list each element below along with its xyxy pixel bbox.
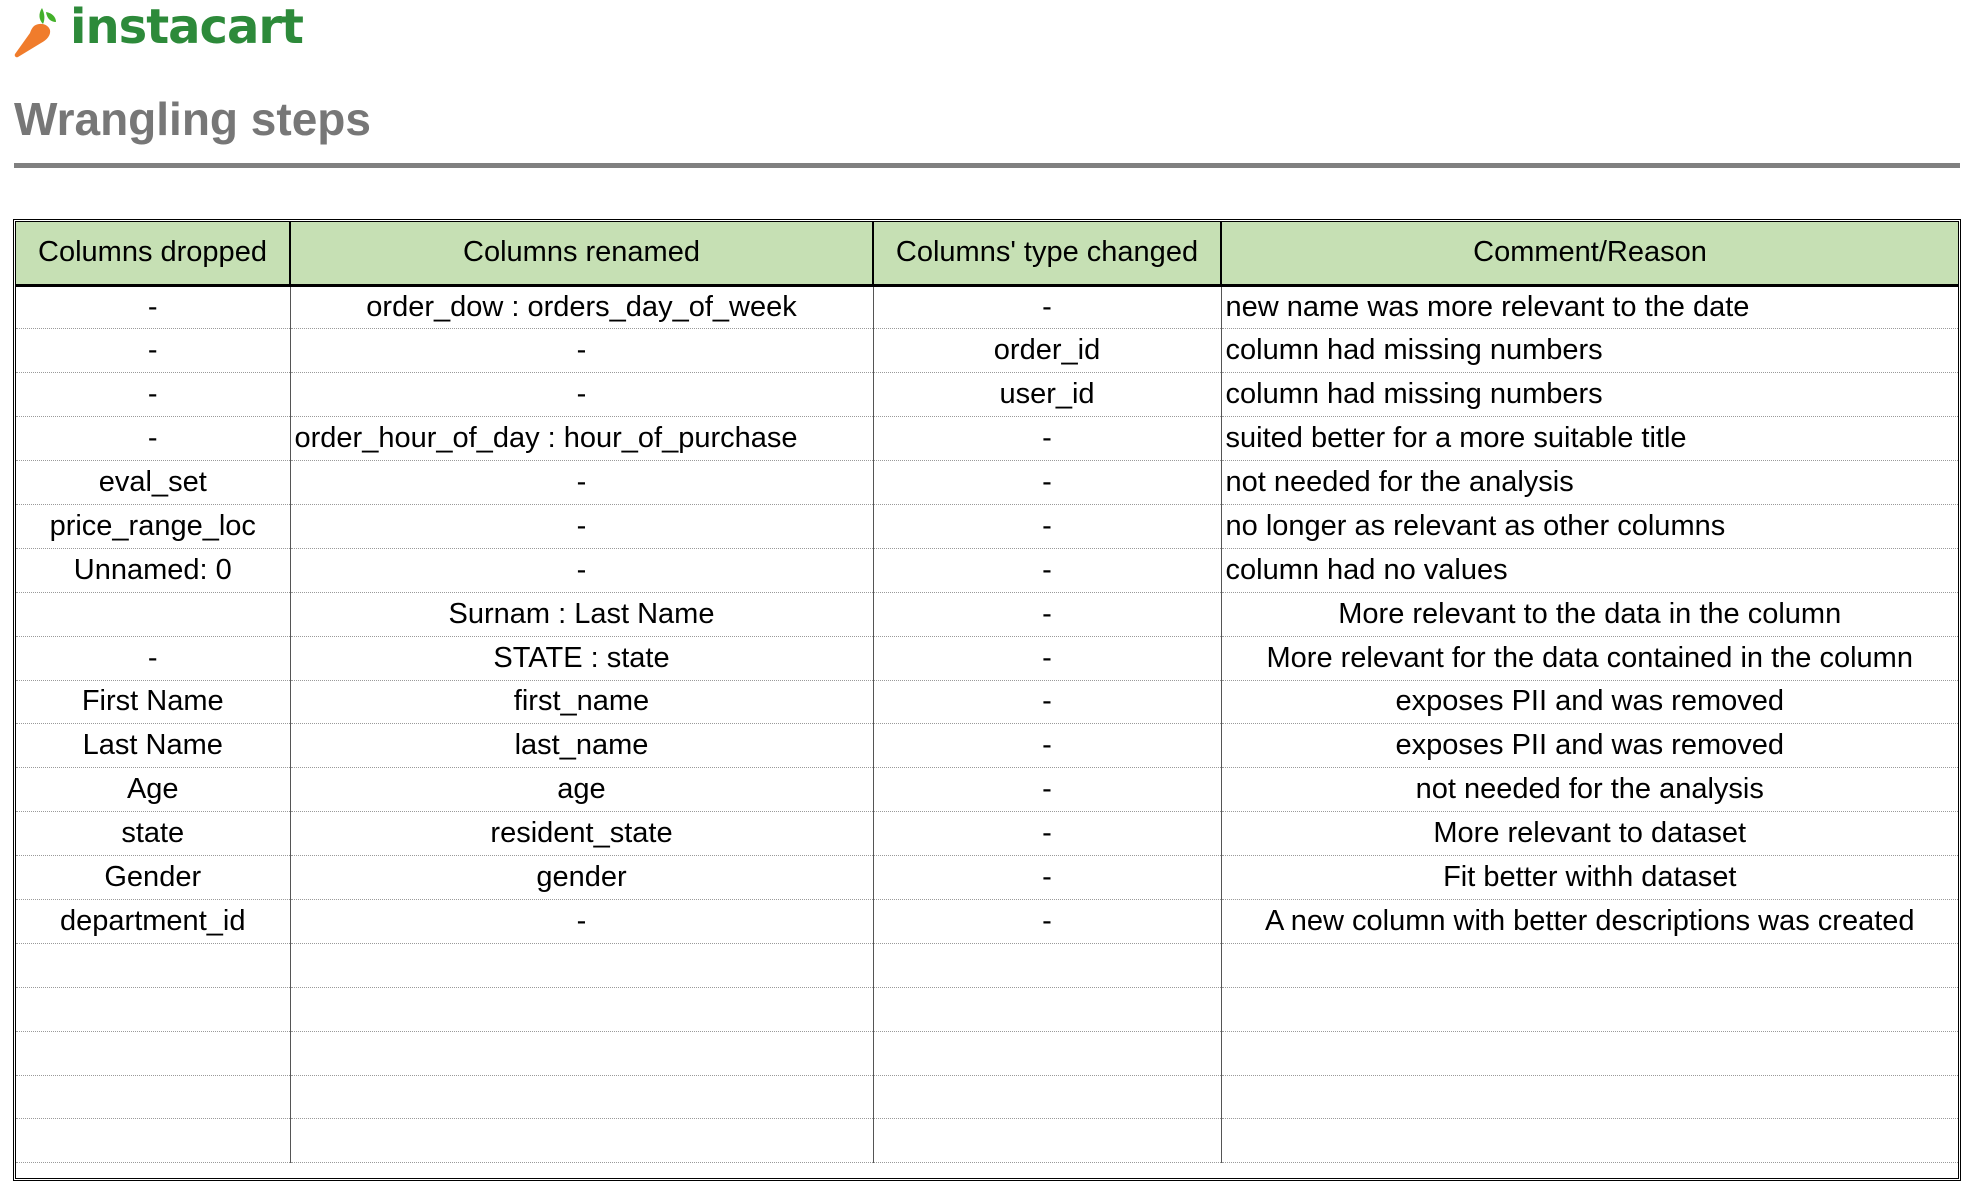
cell-columns-type-changed[interactable]: - bbox=[873, 812, 1221, 856]
cell-columns-renamed[interactable] bbox=[290, 1031, 873, 1075]
cell-columns-renamed[interactable]: order_hour_of_day : hour_of_purchase bbox=[290, 417, 873, 461]
cell-columns-renamed[interactable]: - bbox=[290, 329, 873, 373]
table-row bbox=[16, 592, 1958, 636]
cell-comment-reason[interactable]: column had missing numbers bbox=[1221, 373, 1958, 417]
cell-columns-type-changed[interactable]: order_id bbox=[873, 329, 1221, 373]
wrangling-table-frame bbox=[13, 219, 1961, 1181]
cell-comment-reason[interactable] bbox=[1221, 987, 1958, 1031]
cell-columns-dropped[interactable] bbox=[16, 1075, 290, 1119]
cell-comment-reason[interactable]: More relevant to dataset bbox=[1221, 812, 1958, 856]
cell-columns-dropped[interactable]: eval_set bbox=[16, 461, 290, 505]
cell-comment-reason[interactable]: More relevant to the data in the column bbox=[1221, 592, 1958, 636]
table-row bbox=[16, 504, 1958, 548]
cell-columns-dropped[interactable] bbox=[16, 943, 290, 987]
cell-comment-reason[interactable]: not needed for the analysis bbox=[1221, 768, 1958, 812]
cell-columns-renamed[interactable]: - bbox=[290, 373, 873, 417]
cell-comment-reason[interactable]: suited better for a more suitable title bbox=[1221, 417, 1958, 461]
cell-comment-reason[interactable] bbox=[1221, 1031, 1958, 1075]
table-row bbox=[16, 636, 1958, 680]
cell-comment-reason[interactable]: exposes PII and was removed bbox=[1221, 724, 1958, 768]
cell-columns-dropped[interactable]: - bbox=[16, 285, 290, 329]
table-row bbox=[16, 329, 1958, 373]
cell-columns-renamed[interactable]: - bbox=[290, 504, 873, 548]
cell-columns-dropped[interactable]: Unnamed: 0 bbox=[16, 548, 290, 592]
wrangling-steps-table bbox=[16, 222, 1958, 1163]
cell-columns-renamed[interactable]: resident_state bbox=[290, 812, 873, 856]
header-columns-dropped[interactable]: Columns dropped bbox=[16, 222, 290, 285]
cell-columns-type-changed[interactable]: - bbox=[873, 504, 1221, 548]
cell-comment-reason[interactable] bbox=[1221, 943, 1958, 987]
page-title: Wrangling steps bbox=[14, 93, 371, 145]
cell-columns-type-changed[interactable]: - bbox=[873, 461, 1221, 505]
cell-columns-type-changed[interactable]: - bbox=[873, 856, 1221, 900]
cell-columns-dropped[interactable]: Gender bbox=[16, 856, 290, 900]
cell-columns-type-changed[interactable]: - bbox=[873, 592, 1221, 636]
table-row bbox=[16, 724, 1958, 768]
cell-comment-reason[interactable]: exposes PII and was removed bbox=[1221, 680, 1958, 724]
cell-columns-renamed[interactable] bbox=[290, 987, 873, 1031]
cell-columns-renamed[interactable]: - bbox=[290, 461, 873, 505]
cell-columns-type-changed[interactable] bbox=[873, 943, 1221, 987]
cell-columns-dropped[interactable] bbox=[16, 1119, 290, 1163]
table-row bbox=[16, 987, 1958, 1031]
cell-columns-type-changed[interactable]: - bbox=[873, 724, 1221, 768]
cell-columns-dropped[interactable]: department_id bbox=[16, 899, 290, 943]
table-row bbox=[16, 373, 1958, 417]
cell-columns-type-changed[interactable]: - bbox=[873, 768, 1221, 812]
cell-columns-dropped[interactable]: Age bbox=[16, 768, 290, 812]
table-row bbox=[16, 1075, 1958, 1119]
brand-wordmark: instacart bbox=[70, 0, 303, 55]
table-row bbox=[16, 548, 1958, 592]
cell-comment-reason[interactable]: column had missing numbers bbox=[1221, 329, 1958, 373]
cell-columns-renamed[interactable] bbox=[290, 1119, 873, 1163]
cell-comment-reason[interactable] bbox=[1221, 1119, 1958, 1163]
cell-columns-dropped[interactable]: - bbox=[16, 329, 290, 373]
cell-comment-reason[interactable]: not needed for the analysis bbox=[1221, 461, 1958, 505]
table-header-row bbox=[16, 222, 1958, 285]
cell-columns-type-changed[interactable] bbox=[873, 1075, 1221, 1119]
cell-columns-dropped[interactable]: - bbox=[16, 417, 290, 461]
table-row bbox=[16, 899, 1958, 943]
table-row bbox=[16, 943, 1958, 987]
table-row bbox=[16, 812, 1958, 856]
cell-comment-reason[interactable]: column had no values bbox=[1221, 548, 1958, 592]
header-columns-renamed[interactable]: Columns renamed bbox=[290, 222, 873, 285]
cell-columns-type-changed[interactable]: - bbox=[873, 636, 1221, 680]
cell-columns-dropped[interactable]: state bbox=[16, 812, 290, 856]
cell-columns-dropped[interactable] bbox=[16, 987, 290, 1031]
cell-comment-reason[interactable]: new name was more relevant to the date bbox=[1221, 285, 1958, 329]
cell-columns-renamed[interactable]: - bbox=[290, 899, 873, 943]
table-row bbox=[16, 285, 1958, 329]
table-row bbox=[16, 461, 1958, 505]
cell-columns-type-changed[interactable]: user_id bbox=[873, 373, 1221, 417]
cell-columns-type-changed[interactable]: - bbox=[873, 680, 1221, 724]
cell-columns-renamed[interactable]: STATE : state bbox=[290, 636, 873, 680]
cell-columns-renamed[interactable]: - bbox=[290, 548, 873, 592]
cell-columns-dropped[interactable] bbox=[16, 1031, 290, 1075]
instacart-logo bbox=[12, 2, 303, 60]
header-comment-reason[interactable]: Comment/Reason bbox=[1221, 222, 1958, 285]
cell-columns-renamed[interactable]: gender bbox=[290, 856, 873, 900]
table-row bbox=[16, 856, 1958, 900]
table-row bbox=[16, 680, 1958, 724]
cell-comment-reason[interactable]: Fit better withh dataset bbox=[1221, 856, 1958, 900]
header-columns-type-changed[interactable]: Columns' type changed bbox=[873, 222, 1221, 285]
cell-columns-dropped[interactable] bbox=[16, 592, 290, 636]
cell-comment-reason[interactable]: no longer as relevant as other columns bbox=[1221, 504, 1958, 548]
cell-columns-type-changed[interactable] bbox=[873, 1119, 1221, 1163]
cell-columns-renamed[interactable]: last_name bbox=[290, 724, 873, 768]
cell-columns-type-changed[interactable] bbox=[873, 1031, 1221, 1075]
cell-columns-renamed[interactable] bbox=[290, 943, 873, 987]
cell-comment-reason[interactable] bbox=[1221, 1075, 1958, 1119]
table-row bbox=[16, 417, 1958, 461]
cell-columns-dropped[interactable]: First Name bbox=[16, 680, 290, 724]
cell-columns-type-changed[interactable]: - bbox=[873, 548, 1221, 592]
cell-columns-renamed[interactable]: Surnam : Last Name bbox=[290, 592, 873, 636]
cell-columns-dropped[interactable]: - bbox=[16, 373, 290, 417]
cell-columns-renamed[interactable]: order_dow : orders_day_of_week bbox=[290, 285, 873, 329]
cell-columns-type-changed[interactable]: - bbox=[873, 417, 1221, 461]
table-row bbox=[16, 1031, 1958, 1075]
cell-columns-dropped[interactable]: - bbox=[16, 636, 290, 680]
title-underline bbox=[14, 163, 1960, 168]
cell-columns-type-changed[interactable]: - bbox=[873, 285, 1221, 329]
table-row bbox=[16, 1119, 1958, 1163]
cell-columns-type-changed[interactable]: - bbox=[873, 899, 1221, 943]
cell-comment-reason[interactable]: More relevant for the data contained in the column bbox=[1221, 636, 1958, 680]
cell-columns-renamed[interactable]: age bbox=[290, 768, 873, 812]
table-row bbox=[16, 768, 1958, 812]
cell-comment-reason[interactable]: A new column with better descriptions was created bbox=[1221, 899, 1958, 943]
cell-columns-renamed[interactable]: first_name bbox=[290, 680, 873, 724]
cell-columns-dropped[interactable]: Last Name bbox=[16, 724, 290, 768]
cell-columns-renamed[interactable] bbox=[290, 1075, 873, 1119]
cell-columns-type-changed[interactable] bbox=[873, 987, 1221, 1031]
carrot-icon bbox=[12, 2, 66, 60]
cell-columns-dropped[interactable]: price_range_loc bbox=[16, 504, 290, 548]
